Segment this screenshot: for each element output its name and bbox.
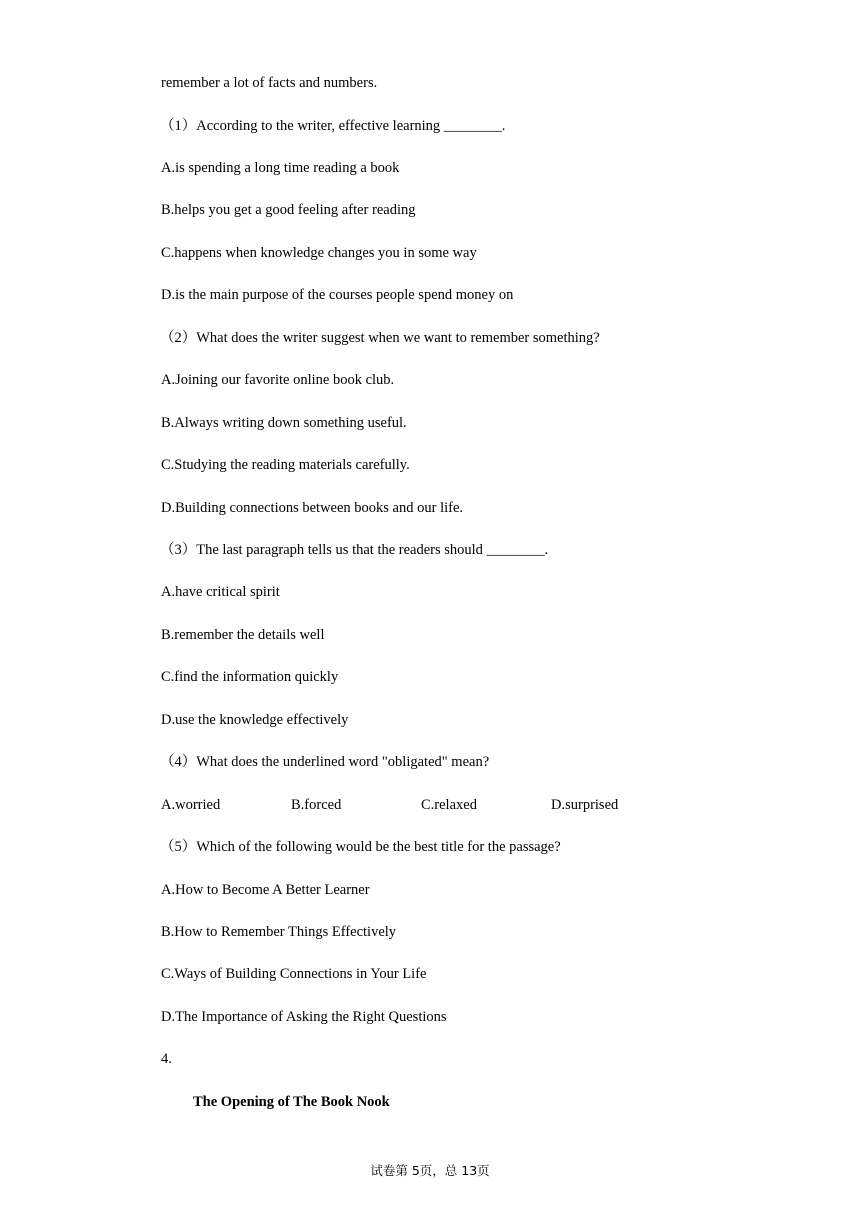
- question-5-option-a: A.How to Become A Better Learner: [161, 882, 370, 898]
- question-1-option-b: B.helps you get a good feeling after reading: [161, 202, 416, 218]
- question-2-option-b: B.Always writing down something useful.: [161, 415, 407, 431]
- question-4-stem: （4）What does the underlined word "obligated" mean?: [160, 754, 490, 770]
- question-5-option-b: B.How to Remember Things Effectively: [161, 924, 397, 940]
- question-1-option-c: C.happens when knowledge changes you in some way: [161, 245, 477, 261]
- passage-4-title: The Opening of The Book Nook: [193, 1094, 390, 1110]
- passage-4-number: 4.: [161, 1051, 172, 1067]
- question-1-option-d: D.is the main purpose of the courses people spend money on: [161, 287, 514, 303]
- question-2-option-a: A.Joining our favorite online book club.: [161, 372, 395, 388]
- question-2-option-d: D.Building connections between books and our life.: [161, 500, 464, 516]
- question-3-option-b: B.remember the details well: [161, 627, 325, 643]
- question-4-option-b: B.forced: [291, 797, 342, 813]
- question-5-stem: （5）Which of the following would be the best title for the passage?: [160, 839, 561, 855]
- passage-text-tail: remember a lot of facts and numbers.: [161, 75, 378, 91]
- question-4-option-a: A.worried: [161, 797, 221, 813]
- question-3-stem: （3）The last paragraph tells us that the readers should ________.: [160, 542, 549, 558]
- question-4-option-d: D.surprised: [551, 797, 619, 813]
- question-4-option-c: C.relaxed: [421, 797, 477, 813]
- question-5-option-d: D.The Importance of Asking the Right Questions: [161, 1009, 447, 1025]
- question-2-option-c: C.Studying the reading materials carefully.: [161, 457, 410, 473]
- question-3-option-c: C.find the information quickly: [161, 669, 339, 685]
- question-2-stem: （2）What does the writer suggest when we want to remember something?: [160, 330, 600, 346]
- question-3-option-d: D.use the knowledge effectively: [161, 712, 349, 728]
- page-footer: 试卷第 5页，总 13页: [370, 1163, 490, 1178]
- question-1-option-a: A.is spending a long time reading a book: [161, 160, 400, 176]
- question-1-stem: （1）According to the writer, effective learning ________.: [160, 118, 506, 134]
- question-5-option-c: C.Ways of Building Connections in Your Life: [161, 966, 427, 982]
- question-3-option-a: A.have critical spirit: [161, 584, 280, 600]
